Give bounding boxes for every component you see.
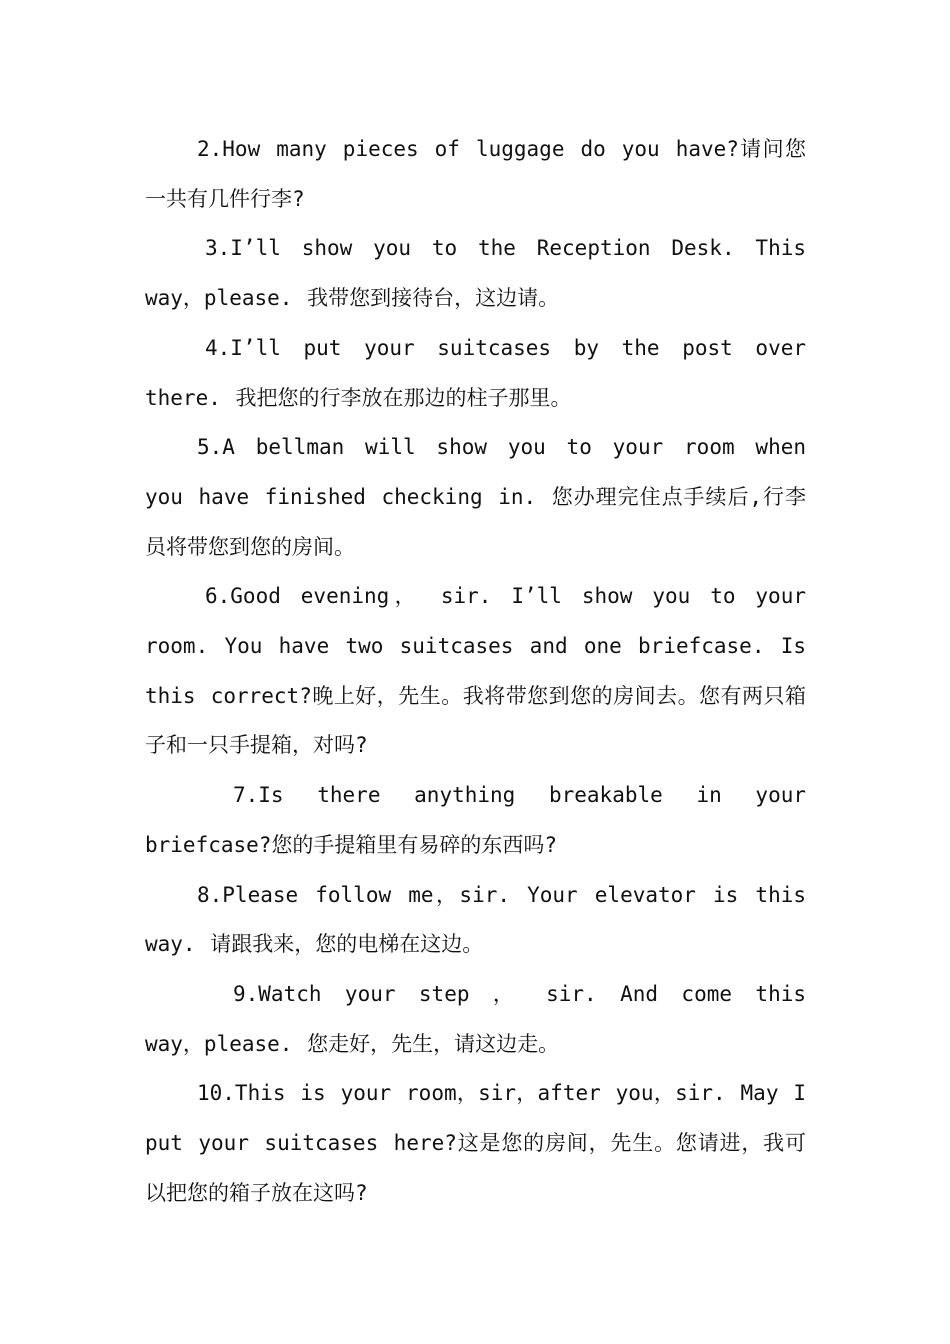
paragraph-item-8: 8.Please follow me，sir. Your elevator is this way. 请跟我来，您的电梯在这边。 [145,882,806,957]
paragraph-item-9: 9.Watch your step ， sir. And come this way，please. 您走好，先生，请这边走。 [145,981,806,1056]
paragraph-item-5: 5.A bellman will show you to your room when you have finished checking in. 您办理完住点手续后,行李员将带您到您的房间。 [145,435,806,559]
paragraph-item-7: 7.Is there anything breakable in your briefcase?您的手提箱里有易碎的东西吗? [145,783,806,857]
paragraph-item-2: 2.How many pieces of luggage do you have?请问您一共有几件行李? [145,137,806,211]
paragraph-item-4: 4.I’ll put your suitcases by the post over there. 我把您的行李放在那边的柱子那里。 [145,335,806,410]
paragraph-item-10: 10.This is your room，sir，after you，sir. May I put your suitcases here?这是您的房间，先生。您请进，我可以把您的箱子放在这吗? [145,1081,806,1205]
paragraph-item-3: 3.I’ll show you to the Reception Desk. This way，please. 我带您到接待台，这边请。 [145,236,806,311]
paragraph-item-6: 6.Good evening， sir. I’ll show you to your room. You have two suitcases and one briefcase. Is this correct?晚上好，先生。我将带您到您的房间去。您有两只箱子和一只手提箱，对吗? [145,584,806,758]
document-body [145,125,806,1218]
